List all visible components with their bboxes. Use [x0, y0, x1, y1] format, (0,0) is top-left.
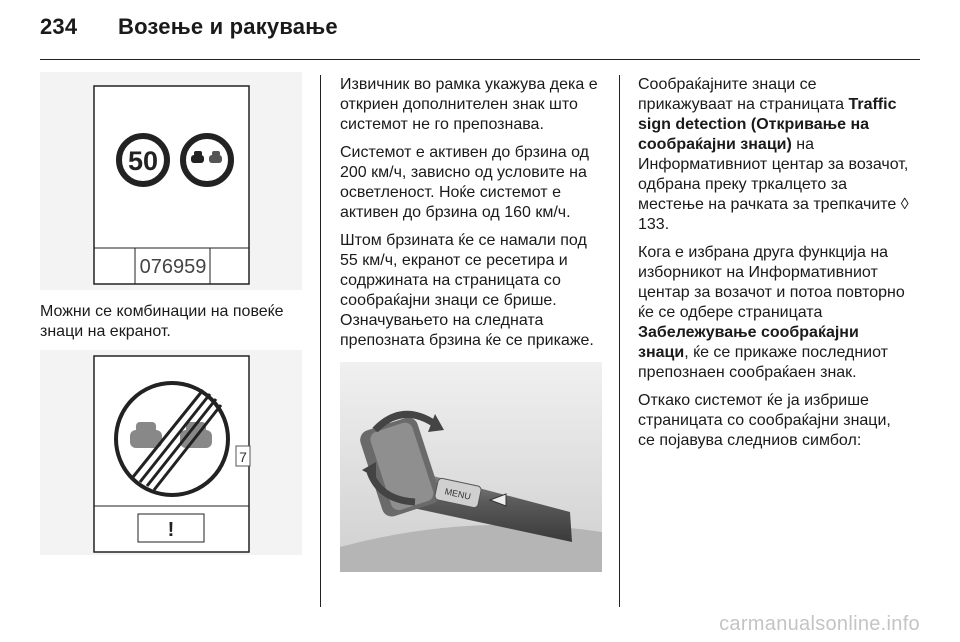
- text-run: Сообраќајните знаци се прикажуваат на страницата: [638, 76, 849, 113]
- header-rule: [40, 59, 920, 60]
- column-1: [40, 302, 305, 350]
- page-number: 234: [40, 14, 78, 39]
- page-title: Возење и ракување: [118, 14, 338, 39]
- menu-item-traffic-sign-recognition: Забележување сообраќајни знаци: [638, 324, 859, 361]
- sign-display-illustration: [40, 72, 302, 290]
- paragraph-speed-range: Системот е активен до брзина од 200 км/ч, зависно од условите на осветленост. Ноќе системот е активен до брзина од 160 км/ч.: [340, 144, 589, 221]
- menu-button-label: MENU: [443, 486, 472, 502]
- column-divider-1: [320, 75, 321, 607]
- column-2: [340, 75, 606, 401]
- unrecognized-sign-illustration: [40, 350, 302, 555]
- page-marker-value: 7: [239, 449, 247, 465]
- paragraph-reset: Штом брзината ќе се намали под 55 км/ч, екранот се ресетира и содржината на страницата со сообраќајни знаци се брише. Означувањето на следната препозната брзина ќе се прикаже.: [340, 232, 594, 349]
- text-run: , ќе се прикаже последниот препознаен сообраќаен знак.: [638, 344, 888, 381]
- display-code: 076959: [139, 256, 207, 278]
- speed-limit-sign-icon: [119, 136, 167, 184]
- column-divider-2: [619, 75, 620, 607]
- page-reference-icon: ◊: [900, 196, 909, 213]
- end-no-overtaking-sign-icon: [116, 383, 228, 495]
- figure-sign-combination: [40, 72, 302, 290]
- column-3: [638, 75, 910, 459]
- paragraph-exclamation: Извичник во рамка укажува дека е откриен дополнителен знак што системот не го препознава.: [340, 76, 598, 133]
- figure-unrecognized-sign: [40, 350, 302, 555]
- speed-limit-value: 50: [127, 146, 159, 176]
- page-marker-icon: [236, 446, 250, 466]
- text-run: Кога е избрана друга функција на изборникот на Информативниот центар за возачот и потоа повторно ќе се одбере страницата: [638, 244, 905, 321]
- lever-illustration: [340, 362, 602, 572]
- text-run: на Информативниот центар за возачот, одбрана преку тркалцето за местење на рачката за трепкачите: [638, 136, 909, 213]
- watermark: carmanualsonline.info: [719, 613, 920, 635]
- paragraph-reselect: [638, 243, 910, 383]
- menu-item-traffic-sign-detection: Traffic sign detection (Откривање на сообраќајни знаци): [638, 96, 897, 153]
- figure-caption: Можни се комбинации на повеќе знаци на екранот.: [40, 303, 284, 340]
- no-overtaking-sign-icon: [183, 136, 231, 184]
- unrecognized-mark: !: [167, 519, 175, 541]
- paragraph-display-page: [638, 75, 910, 235]
- page-header: [40, 14, 338, 40]
- paragraph-cleared-symbol: Откако системот ќе ја избрише страницата со сообраќајни знаци, се појавува следниов симбол:: [638, 392, 891, 449]
- page-reference: 133.: [638, 216, 670, 233]
- figure-turn-signal-lever: [340, 362, 602, 572]
